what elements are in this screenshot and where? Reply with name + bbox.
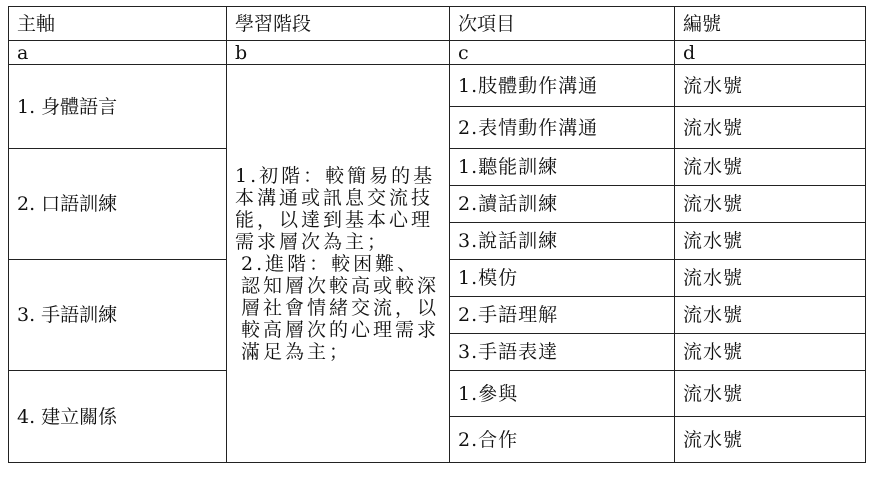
stage-basic-text: 1.初階：較簡易的基本溝通或訊息交流技能，以達到基本心理需求層次為主； — [235, 164, 436, 253]
number-cell: 流水號 — [675, 223, 866, 260]
number-cell: 流水號 — [675, 149, 866, 186]
letter-a: a — [9, 41, 227, 65]
subitem-cell: 2.表情動作溝通 — [450, 107, 675, 149]
subitem-cell: 2.讀話訓練 — [450, 186, 675, 223]
subitem-cell: 1.聽能訓練 — [450, 149, 675, 186]
letter-row — [9, 41, 866, 65]
number-cell: 流水號 — [675, 107, 866, 149]
number-cell: 流水號 — [675, 334, 866, 371]
learning-stage-cell — [227, 65, 450, 463]
subitem-cell: 3.手語表達 — [450, 334, 675, 371]
subitem-cell: 3.說話訓練 — [450, 223, 675, 260]
letter-c: c — [450, 41, 675, 65]
subitem-cell: 1.肢體動作溝通 — [450, 65, 675, 107]
number-cell: 流水號 — [675, 417, 866, 463]
number-cell: 流水號 — [675, 186, 866, 223]
subitem-cell: 2.合作 — [450, 417, 675, 463]
letter-b: b — [227, 41, 450, 65]
axis-oral-training: 2. 口語訓練 — [9, 149, 227, 260]
axis-body-language: 1. 身體語言 — [9, 65, 227, 149]
header-axis: 主軸 — [9, 7, 227, 41]
number-cell: 流水號 — [675, 297, 866, 334]
header-subitem: 次項目 — [450, 7, 675, 41]
axis-build-relationship: 4. 建立關係 — [9, 371, 227, 463]
curriculum-table — [8, 6, 866, 463]
header-stage: 學習階段 — [227, 7, 450, 41]
subitem-cell: 1.模仿 — [450, 260, 675, 297]
subitem-cell: 2.手語理解 — [450, 297, 675, 334]
number-cell: 流水號 — [675, 65, 866, 107]
stage-advanced-text: 2.進階：較困難、認知層次較高或較深層社會情緒交流，以較高層次的心理需求滿足為主； — [241, 252, 440, 363]
number-cell: 流水號 — [675, 260, 866, 297]
header-number: 編號 — [675, 7, 866, 41]
table-row — [9, 65, 866, 107]
header-row — [9, 7, 866, 41]
axis-sign-language: 3. 手語訓練 — [9, 260, 227, 371]
subitem-cell: 1.參與 — [450, 371, 675, 417]
letter-d: d — [675, 41, 866, 65]
number-cell: 流水號 — [675, 371, 866, 417]
